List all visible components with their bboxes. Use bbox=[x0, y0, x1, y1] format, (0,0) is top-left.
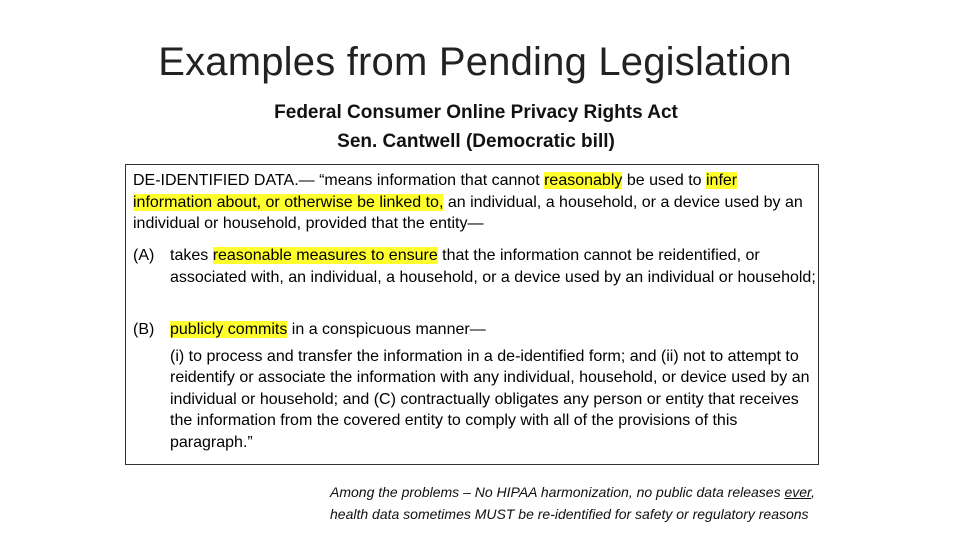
problems-note bbox=[330, 481, 950, 525]
clause-a-text bbox=[170, 245, 817, 288]
highlight-infer-linked: infer information about, or otherwise be linked to, bbox=[133, 172, 738, 211]
highlight-reasonable-measures: reasonable measures to ensure bbox=[212, 247, 438, 264]
clause-a-text-2: that the information cannot be reidentified, or associated with, an individual, a household, or a device used by an individual or household; bbox=[170, 247, 816, 286]
bill-sponsor: Sen. Cantwell (Democratic bill) bbox=[337, 131, 615, 152]
statute-text-box bbox=[125, 164, 819, 465]
deidentified-data-definition bbox=[133, 170, 817, 235]
clause-b-text bbox=[170, 319, 817, 341]
definition-text-2: be used to bbox=[622, 172, 706, 189]
highlight-publicly-commits: publicly commits bbox=[170, 321, 288, 338]
clause-b-marker: (B) bbox=[133, 321, 155, 338]
clause-a-marker: (A) bbox=[133, 247, 155, 264]
definition-text-1: DE-IDENTIFIED DATA.— “means information that cannot bbox=[133, 172, 545, 189]
clause-a bbox=[133, 245, 817, 288]
note-text-line2: health data sometimes MUST be re-identified for safety or regulatory reasons bbox=[330, 506, 809, 522]
clause-b-subclauses: (i) to process and transfer the information in a de-identified form; and (ii) not to attempt to reidentify or associate the information with any individual, household, or device used by an individual or household; and (C) contractually obligates any person or entity that receives the information from the covered entity to comply with all of the provisions of this paragraph.” bbox=[170, 347, 810, 451]
note-text-2: , bbox=[810, 484, 815, 500]
definition-text-3: an individual, a household, or a device used by an individual or household, provided that the entity— bbox=[133, 193, 803, 232]
highlight-reasonably: reasonably bbox=[544, 172, 623, 189]
slide-title: Examples from Pending Legislation bbox=[158, 40, 792, 84]
clause-b bbox=[133, 319, 817, 453]
note-text-1: Among the problems – No HIPAA harmonization, no public data releases bbox=[330, 484, 785, 500]
note-underlined-ever: ever bbox=[784, 484, 811, 500]
clause-a-text-1: takes bbox=[170, 247, 213, 264]
clause-b-text-1: in a conspicuous manner— bbox=[287, 321, 486, 338]
bill-name: Federal Consumer Online Privacy Rights Act bbox=[274, 102, 678, 123]
